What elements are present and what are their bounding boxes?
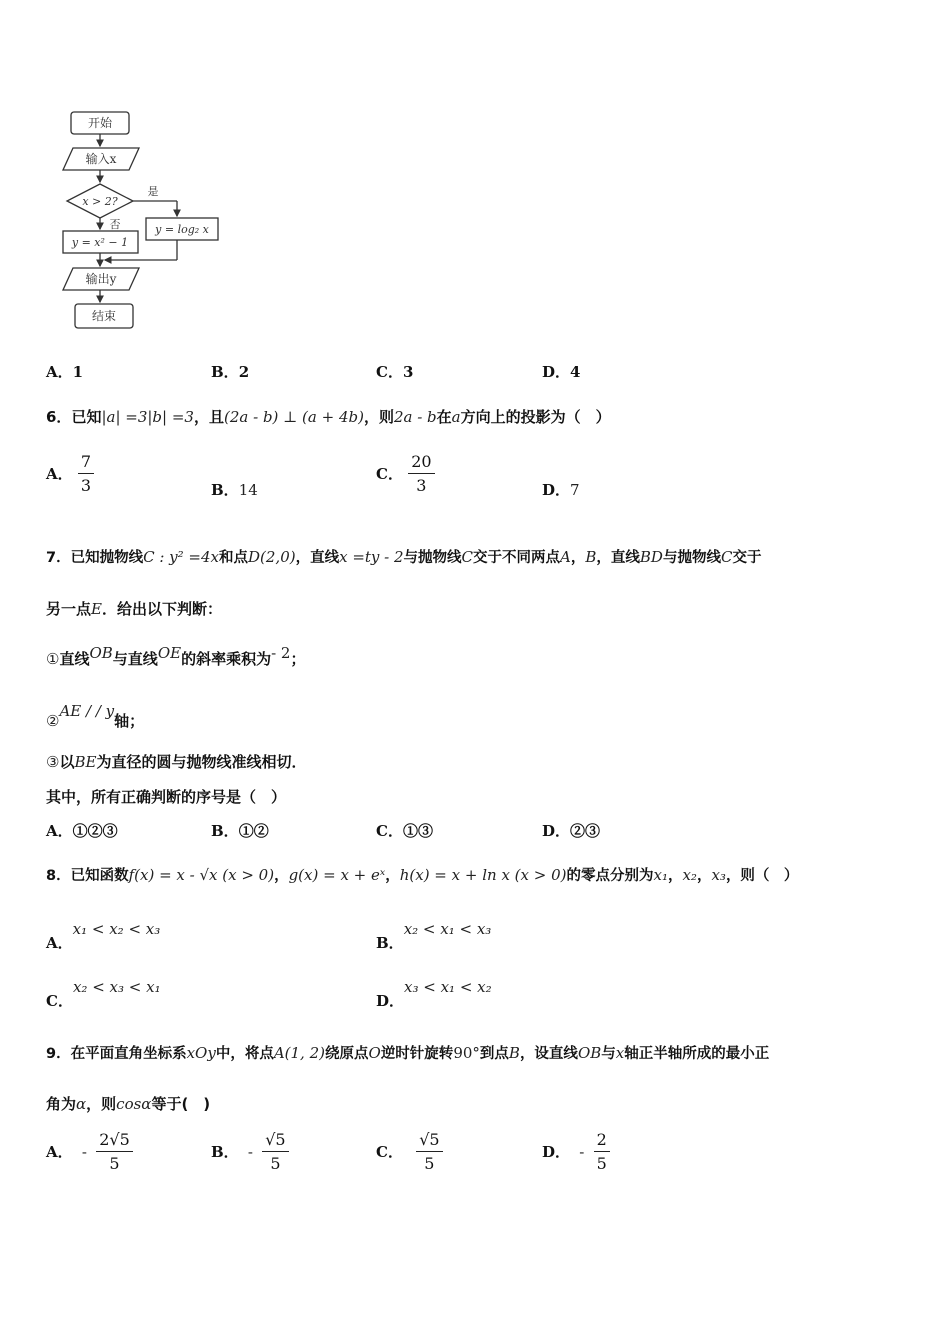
q6-option-d[interactable] (542, 479, 580, 500)
math: C (720, 548, 733, 566)
stem-text: 与 (601, 1046, 616, 1062)
numerator: 2 (594, 1130, 610, 1152)
flow-input-text: 输入x (85, 152, 117, 166)
math: BD (639, 548, 663, 566)
fraction (408, 452, 434, 495)
question-9-stem-line1 (46, 1042, 769, 1063)
question-number: 9． (46, 1046, 71, 1062)
stem-text: ， (696, 868, 712, 884)
question-6-stem (46, 406, 611, 427)
q6-option-a[interactable] (46, 452, 94, 495)
stem-text: 交于不同两点 (473, 550, 561, 566)
math: B (585, 548, 597, 566)
option-value: x₂ < x₁ < x₃ (403, 920, 492, 938)
option-label: A． (46, 822, 73, 840)
flow-start-text: 开始 (87, 116, 113, 130)
option-label: C． (376, 822, 403, 840)
stem-text: 与抛物线 (403, 550, 462, 566)
stem-text: 以 (59, 753, 75, 771)
option-value: x₁ < x₂ < x₃ (72, 920, 161, 938)
denominator: 5 (109, 1154, 120, 1173)
math: 2a - b (393, 408, 437, 426)
math: B (508, 1044, 520, 1062)
stem-text: ， (570, 550, 586, 566)
q7-option-b[interactable] (211, 820, 269, 841)
option-label: D． (542, 822, 571, 840)
judgment-mark: ② (46, 712, 60, 730)
option-label: D． (542, 1143, 571, 1161)
stem-text: ，直线 (596, 550, 640, 566)
math: C (461, 548, 474, 566)
q7-option-a[interactable] (46, 820, 118, 841)
flowchart (55, 100, 230, 340)
q9-option-b[interactable] (211, 1130, 289, 1173)
denominator: 3 (80, 476, 92, 495)
q6-option-b[interactable] (211, 479, 258, 500)
option-label: B． (211, 481, 239, 499)
option-label: C． (376, 465, 403, 483)
stem-text: ，设直线 (519, 1046, 578, 1062)
question-8-stem (46, 864, 798, 885)
math: OB (577, 1044, 602, 1062)
math: E (91, 600, 102, 618)
flow-right-formula: y = log₂ x (155, 223, 209, 236)
flow-output-text: 输出y (85, 272, 117, 286)
option-label: C． (376, 363, 403, 381)
stem-text: ，则 (86, 1095, 117, 1113)
option-value: 3 (402, 363, 414, 381)
flow-no-text: 否 (109, 218, 121, 231)
math: (2a - b) ⊥ (a + 4b) (224, 408, 364, 426)
numerator: √5 (416, 1130, 442, 1152)
stem-text: 等于( ) (151, 1095, 211, 1113)
numerator: 20 (408, 452, 434, 474)
question-number: 6． (46, 408, 72, 426)
q8-option-a[interactable] (46, 920, 160, 953)
math: x₂ (682, 866, 697, 884)
denominator: 5 (424, 1154, 435, 1173)
question-number: 7． (46, 550, 71, 566)
option-value: 4 (570, 363, 581, 381)
judgment-mark: ① (46, 650, 60, 668)
option-label: A． (46, 363, 73, 381)
option-label: B． (211, 1143, 239, 1161)
option-value: x₂ < x₃ < x₁ (72, 978, 161, 996)
option-label: A． (46, 1143, 73, 1161)
stem-text: 和点 (219, 550, 248, 566)
stem-text: 中，将点 (215, 1046, 274, 1062)
math: a (451, 408, 461, 426)
option-value: 7 (570, 481, 580, 499)
fraction (594, 1130, 610, 1173)
stem-text: ，直线 (295, 550, 340, 566)
option-label: C． (376, 1143, 403, 1161)
question-9-stem-line2 (46, 1093, 210, 1114)
numerator: √5 (262, 1130, 288, 1152)
stem-text: ， (667, 868, 683, 884)
flow-yes-text: 是 (147, 185, 159, 198)
q5-option-c[interactable] (376, 361, 413, 382)
fraction (96, 1130, 133, 1173)
math: x₁ (653, 866, 668, 884)
option-value: 1 (72, 363, 84, 381)
math: x (615, 1044, 625, 1062)
denominator: 3 (416, 476, 427, 495)
fraction (78, 452, 94, 495)
math: x₃ (711, 866, 726, 884)
stem-text: 已知函数 (70, 868, 129, 884)
stem-text: ，则（ ） (725, 868, 799, 884)
q5-option-a[interactable] (46, 361, 83, 382)
stem-text: 轴； (114, 712, 145, 730)
stem-text: ； (290, 650, 306, 668)
stem-text: ， (274, 868, 289, 884)
math: OB (89, 644, 113, 662)
flow-left-formula: y = x² − 1 (71, 236, 129, 249)
denominator: 5 (270, 1154, 281, 1173)
stem-text: ， (385, 868, 400, 884)
q5-option-d[interactable] (542, 361, 580, 382)
math: |a| =3|b| =3 (101, 408, 194, 426)
stem-text: 的斜率乘积为 (181, 650, 272, 668)
question-7-judgment-3 (46, 751, 306, 772)
flow-end-text: 结束 (91, 309, 117, 323)
question-7-judgment-2 (46, 702, 144, 731)
stem-text: 逆时针旋转 (380, 1046, 454, 1062)
q8-option-d[interactable] (376, 978, 492, 1011)
math: BE (74, 753, 97, 771)
stem-text: 另一点 (46, 600, 92, 618)
q9-option-a[interactable] (46, 1130, 133, 1173)
q7-option-c[interactable] (376, 820, 433, 841)
math: α (76, 1095, 87, 1113)
fraction (262, 1130, 288, 1173)
option-value: 14 (238, 481, 258, 499)
option-sign: - (81, 1142, 87, 1161)
math: f(x) = x - √x (x > 0) (128, 866, 275, 884)
stem-text: 与直线 (112, 650, 158, 668)
math: - 2 (271, 644, 291, 662)
option-value: ②③ (570, 822, 601, 840)
flow-condition-text: x > 2? (82, 195, 118, 208)
stem-text: ，且 (193, 408, 224, 426)
question-7-stem-line2 (46, 598, 222, 619)
math: x =ty - 2 (339, 548, 404, 566)
question-7-stem-line1 (46, 546, 761, 567)
stem-text: 方向上的投影为（ ） (460, 408, 611, 426)
question-number: 8． (46, 868, 71, 884)
option-sign: - (579, 1142, 585, 1161)
stem-text: 角为 (46, 1095, 77, 1113)
math: C : y² =4x (143, 548, 219, 566)
option-value: x₃ < x₁ < x₂ (404, 978, 492, 996)
option-label: B． (211, 822, 239, 840)
option-label: A． (46, 934, 73, 952)
stem-text: 轴正半轴所成的最小正 (624, 1046, 770, 1062)
stem-text: 已知抛物线 (70, 550, 144, 566)
stem-text: 其中，所有正确判断的序号是（ ） (46, 788, 287, 806)
question-7-judgment-1 (46, 644, 305, 669)
option-value: ①②③ (72, 822, 118, 840)
stem-text: 与抛物线 (662, 550, 721, 566)
stem-text: 直线 (59, 650, 90, 668)
q9-option-c[interactable] (376, 1130, 443, 1173)
stem-text: 绕原点 (325, 1046, 369, 1062)
option-label: D． (542, 363, 571, 381)
option-label: B． (376, 934, 404, 952)
q6-option-c[interactable] (376, 452, 435, 495)
stem-text: 的零点分别为 (566, 868, 654, 884)
option-label: B． (211, 363, 239, 381)
math: D(2,0) (248, 548, 296, 566)
math: xOy (186, 1044, 216, 1062)
math: 90° (453, 1044, 480, 1062)
math: cosα (116, 1095, 152, 1113)
math: OE (157, 644, 182, 662)
stem-text: ，则 (363, 408, 394, 426)
stem-text: 已知 (71, 408, 102, 426)
numerator: 7 (78, 452, 94, 474)
stem-text: 在 (436, 408, 452, 426)
q8-option-c[interactable] (46, 978, 161, 1011)
math: O (368, 1044, 381, 1062)
math: h(x) = x + ln x (x > 0) (399, 866, 567, 884)
option-label: C． (46, 992, 73, 1010)
denominator: 5 (596, 1154, 607, 1173)
stem-text: 在平面直角坐标系 (70, 1046, 187, 1062)
option-label: A． (46, 465, 73, 483)
q5-option-b[interactable] (211, 361, 249, 382)
option-value: ①② (238, 822, 269, 840)
option-label: D． (376, 992, 405, 1010)
option-value: 2 (238, 363, 250, 381)
stem-text: ．给出以下判断： (101, 600, 222, 618)
math: g(x) = x + eˣ (288, 866, 386, 884)
stem-text: 交于 (732, 550, 762, 566)
fraction (416, 1130, 442, 1173)
q8-option-b[interactable] (376, 920, 491, 953)
option-value: ①③ (402, 822, 433, 840)
option-label: D． (542, 481, 571, 499)
q9-option-d[interactable] (542, 1130, 610, 1173)
q7-option-d[interactable] (542, 820, 600, 841)
math: A (560, 548, 571, 566)
judgment-mark: ③ (46, 753, 60, 771)
stem-text: 为直径的圆与抛物线准线相切． (96, 753, 307, 771)
stem-text: 到点 (479, 1046, 509, 1062)
math: A(1, 2) (273, 1044, 325, 1062)
question-7-ask (46, 786, 286, 807)
math: AE / / y (59, 702, 115, 720)
option-sign: - (247, 1142, 253, 1161)
numerator: 2√5 (96, 1130, 133, 1152)
